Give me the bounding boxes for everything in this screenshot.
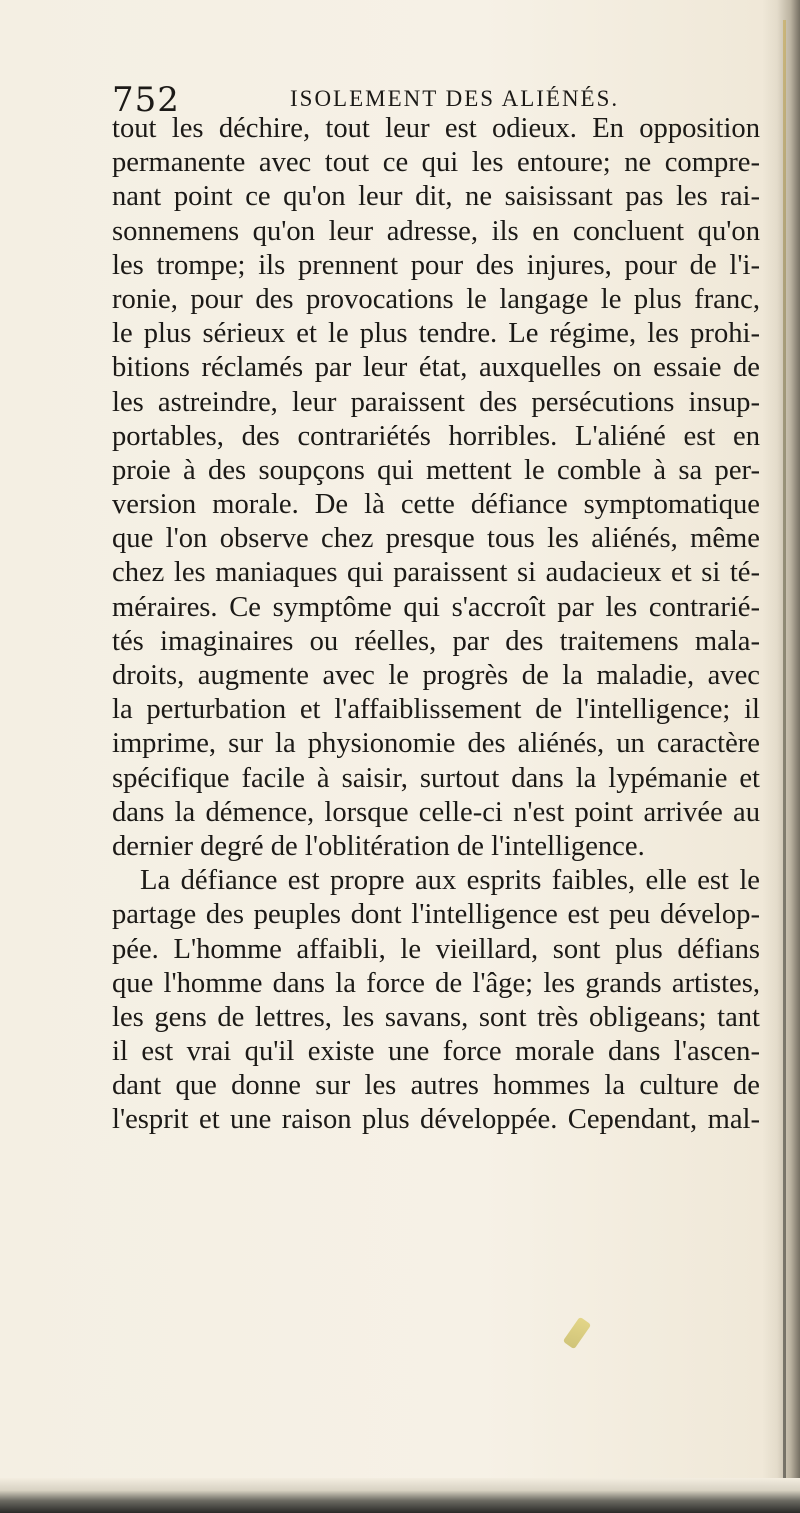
text-line: La défiance est propre aux esprits faibles, elle est le (140, 865, 760, 897)
text-line: le plus sérieux et le plus tendre. Le régime, les prohi- (112, 318, 760, 350)
page-number: 752 (112, 80, 180, 120)
text-line: dernier degré de l'oblitération de l'intelligence. (112, 830, 645, 862)
text-line: dant que donne sur les autres hommes la culture de (112, 1070, 760, 1102)
ink-mark (563, 1317, 592, 1350)
text-line: portables, des contrariétés horribles. L'aliéné est en (112, 420, 760, 452)
text-line: version morale. De là cette défiance symptomatique (112, 489, 760, 521)
page-edge-shadow (762, 0, 800, 1513)
text-line: bitions réclamés par leur état, auxquelles on essaie de (112, 352, 760, 384)
text-line: permanente avec tout ce qui les entoure; ne compre- (112, 147, 760, 179)
text-line: les trompe; ils prennent pour des injures, pour de l'i- (112, 249, 760, 281)
text-line: les astreindre, leur paraissent des persécutions insup- (112, 386, 760, 418)
text-line: chez les maniaques qui paraissent si audacieux et si té- (112, 557, 760, 589)
page-edge-line (783, 20, 786, 1500)
text-line: que l'homme dans la force de l'âge; les grands artistes, (112, 967, 760, 999)
text-line: nant point ce qu'on leur dit, ne saisissant pas les rai- (112, 181, 760, 213)
text-line: l'esprit et une raison plus développée. Cependant, mal- (112, 1104, 760, 1136)
text-line: sonnemens qu'on leur adresse, ils en concluent qu'on (112, 215, 760, 247)
text-line: dans la démence, lorsque celle-ci n'est point arrivée au (112, 796, 760, 828)
text-line: partage des peuples dont l'intelligence est peu dévelop- (112, 899, 760, 931)
text-line: il est vrai qu'il existe une force morale dans l'ascen- (112, 1036, 760, 1068)
text-line: pée. L'homme affaibli, le vieillard, sont plus défians (112, 933, 760, 965)
running-title: ISOLEMENT DES ALIÉNÉS. (290, 86, 620, 111)
text-line: ronie, pour des provocations le langage le plus franc, (112, 283, 760, 315)
text-line: que l'on observe chez presque tous les aliénés, même (112, 523, 760, 555)
text-line: la perturbation et l'affaiblissement de l'intelligence; il (112, 694, 760, 726)
text-line: tout les déchire, tout leur est odieux. En opposition (112, 113, 760, 144)
text-line: proie à des soupçons qui mettent le comble à sa per- (112, 454, 760, 486)
text-line: les gens de lettres, les savans, sont très obligeans; tant (112, 1001, 760, 1033)
text-line: droits, augmente avec le progrès de la maladie, avec (112, 660, 760, 691)
text-line: méraires. Ce symptôme qui s'accroît par les contrarié- (112, 591, 760, 623)
bottom-edge-shadow (0, 1478, 800, 1513)
body-text (112, 112, 760, 1138)
text-line: imprime, sur la physionomie des aliénés, un caractère (112, 728, 760, 760)
text-line: tés imaginaires ou réelles, par des traitemens mala- (112, 625, 760, 657)
text-line: spécifique facile à saisir, surtout dans la lypémanie et (112, 762, 760, 794)
